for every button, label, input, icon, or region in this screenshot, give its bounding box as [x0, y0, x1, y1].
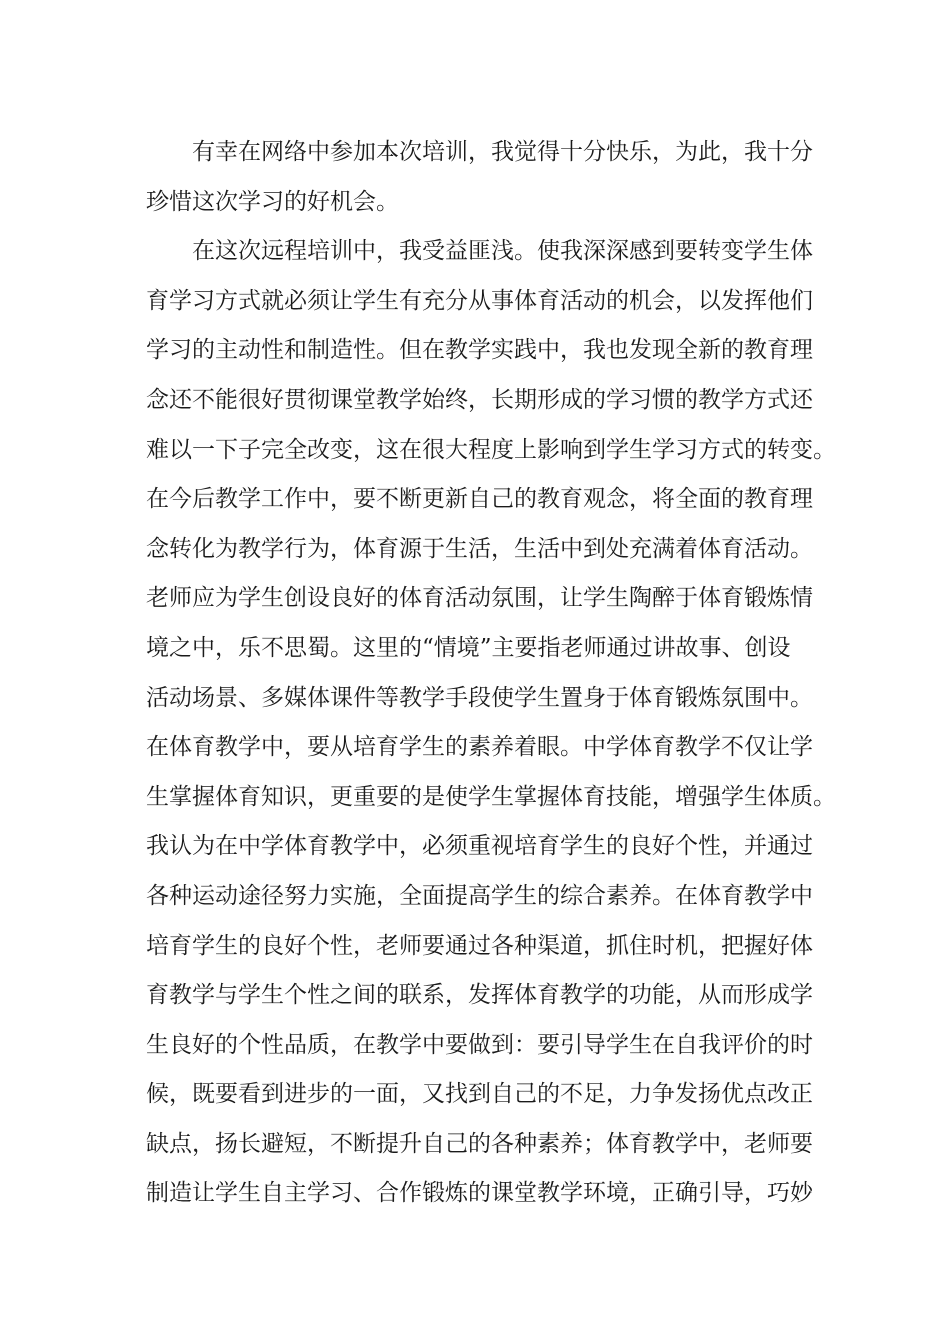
paragraph-2-line-2: 育学习方式就必须让学生有充分从事体育活动的机会，以发挥他们 [146, 287, 813, 314]
paragraph-2-line-3: 学习的主动性和制造性。但在教学实践中，我也发现全新的教育理 [146, 337, 813, 364]
body-text [146, 128, 836, 1219]
paragraph-2-line-8: 老师应为学生创设良好的体育活动氛围，让学生陶醉于体育锻炼情 [146, 585, 813, 612]
paragraph-2-line-1: 在这次远程培训中，我受益匪浅。使我深深感到要转变学生体 [192, 238, 813, 265]
paragraph-2-line-5: 难以一下子完全改变，这在很大程度上影响到学生学习方式的转变。 [146, 436, 836, 463]
paragraph-2-line-14: 各种运动途径努力实施，全面提高学生的综合素养。在体育教学中 [146, 882, 813, 909]
paragraph-2-line-12: 生掌握体育知识，更重要的是使学生掌握体育技能，增强学生体质。 [146, 783, 836, 810]
paragraph-2-line-20: 制造让学生自主学习、合作锻炼的课堂教学环境，正确引导，巧妙 [146, 1180, 813, 1207]
paragraph-2-line-7: 念转化为教学行为，体育源于生活，生活中到处充满着体育活动。 [146, 535, 813, 562]
paragraph-2-line-15: 培育学生的良好个性，老师要通过各种渠道，抓住时机，把握好体 [146, 932, 813, 959]
paragraph-2-line-4: 念还不能很好贯彻课堂教学始终，长期形成的学习惯的教学方式还 [146, 386, 813, 413]
paragraph-2-line-16: 育教学与学生个性之间的联系，发挥体育教学的功能，从而形成学 [146, 982, 813, 1009]
paragraph-1-line-2: 珍惜这次学习的好机会。 [146, 188, 399, 215]
paragraph-2-line-18: 候，既要看到进步的一面，又找到自己的不足，力争发扬优点改正 [146, 1081, 813, 1108]
paragraph-2-line-9: 境之中，乐不思蜀。这里的“情境”主要指老师通过讲故事、创设 [146, 634, 791, 661]
paragraph-2-line-6: 在今后教学工作中，要不断更新自己的教育观念，将全面的教育理 [146, 486, 813, 513]
paragraph-2-line-17: 生良好的个性品质，在教学中要做到：要引导学生在自我评价的时 [146, 1031, 813, 1058]
paragraph-2-line-19: 缺点，扬长避短，不断提升自己的各种素养；体育教学中，老师要 [146, 1130, 813, 1157]
paragraph-2-line-11: 在体育教学中，要从培育学生的素养着眼。中学体育教学不仅让学 [146, 734, 813, 761]
paragraph-2-line-13: 我认为在中学体育教学中，必须重视培育学生的良好个性，并通过 [146, 833, 813, 860]
paragraph-2-line-10: 活动场景、多媒体课件等教学手段使学生置身于体育锻炼氛围中。 [146, 684, 813, 711]
paragraph-1-line-1: 有幸在网络中参加本次培训，我觉得十分快乐，为此，我十分 [192, 139, 813, 165]
